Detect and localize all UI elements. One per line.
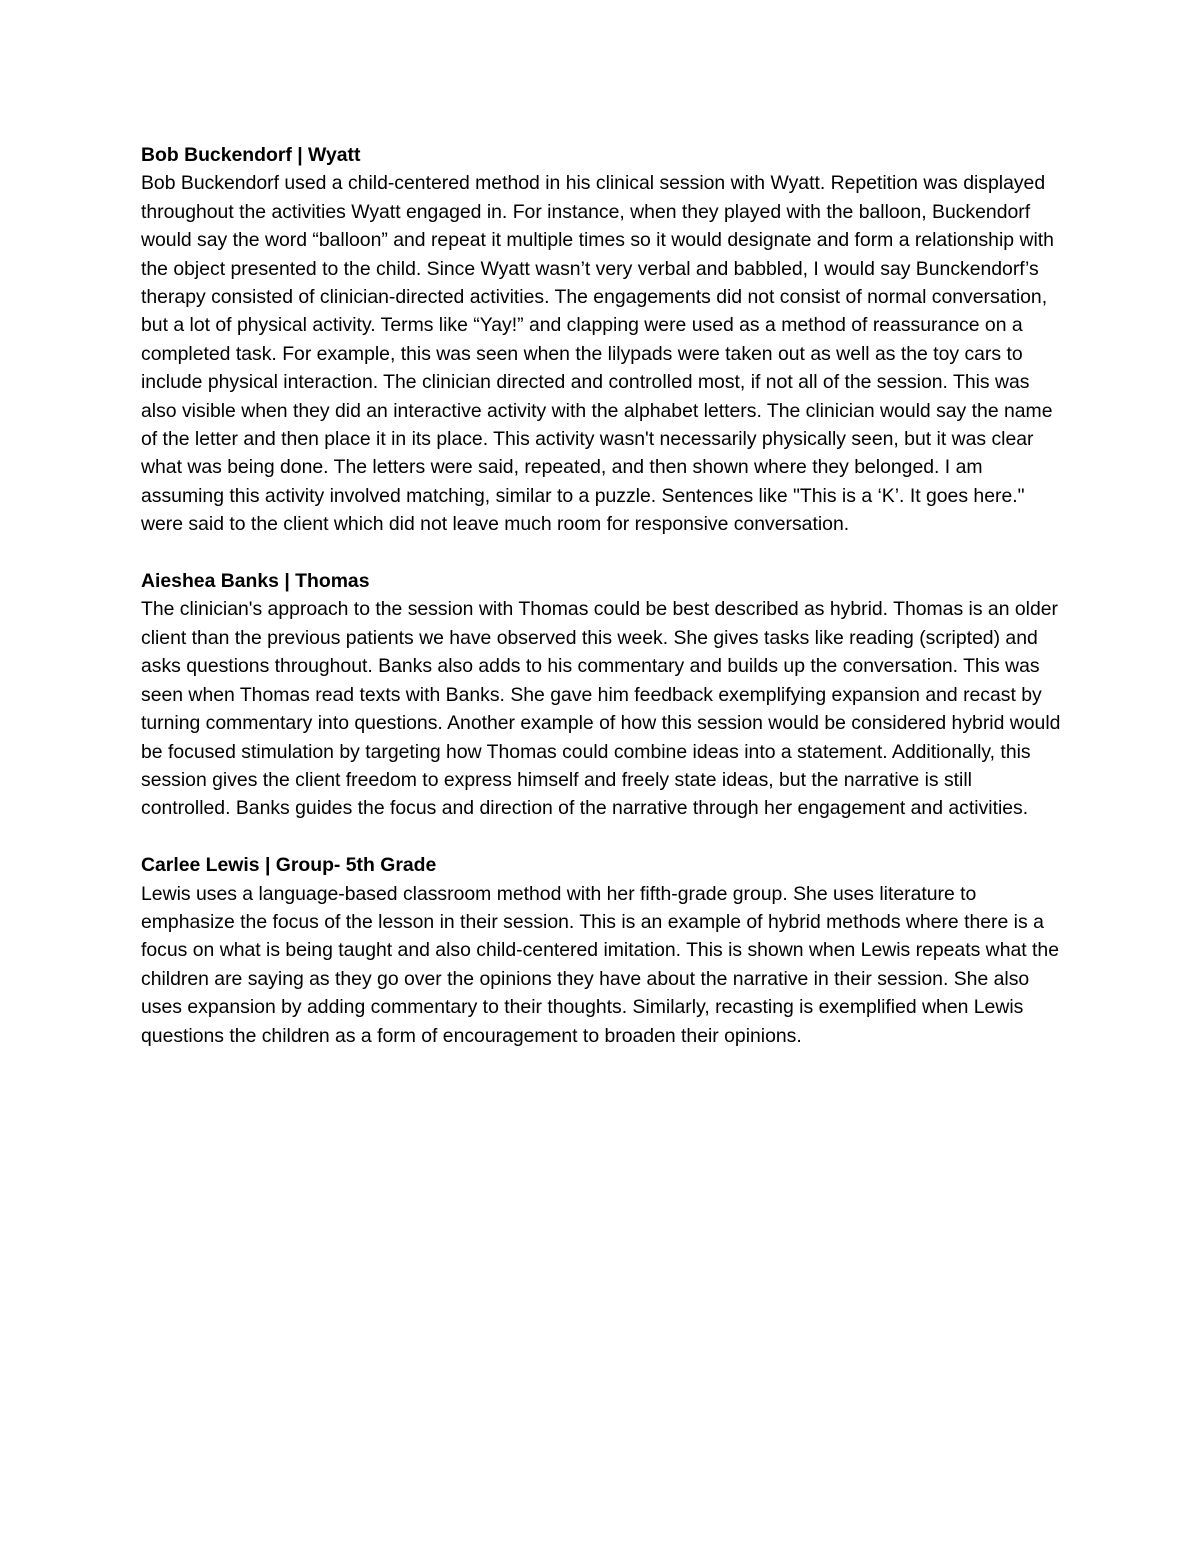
section-body: Bob Buckendorf used a child-centered method in his clinical session with Wyatt. Repetition was displayed throughout the activities Wyatt engaged in. For instance, when they played with the balloon, Buckendorf would say the word “balloon” and repeat it multiple times so it would designate and form a relationship with the object presented to the child. Since Wyatt wasn’t very verbal and babbled, I would say Bunckendorf’s therapy consisted of clinician-directed activities. The engagements did not consist of normal conversation, but a lot of physical activity. Terms like “Yay!” and clapping were used as a method of reassurance on a completed task. For example, this was seen when the lilypads were taken out as well as the toy cars to include physical interaction. The clinician directed and controlled most, if not all of the session. This was also visible when they did an interactive activity with the alphabet letters. The clinician would say the name of the letter and then place it in its place. This activity wasn't necessarily physically seen, but it was clear what was being done. The letters were said, repeated, and then shown where they belonged. I am assuming this activity involved matching, similar to a puzzle. Sentences like "This is a ‘K’. It goes here." were said to the client which did not leave much room for responsive conversation.	[141, 172, 1054, 536]
section-body: Lewis uses a language-based classroom method with her fifth-grade group. She uses literature to emphasize the focus of the lesson in their session. This is an example of hybrid methods where there is a focus on what is being taught and also child-centered imitation. This is shown when Lewis repeats what the children are saying as they go over the opinions they have about the narrative in their session. She also uses expansion by adding commentary to their thoughts. Similarly, recasting is exemplified when Lewis questions the children as a form of encouragement to broaden their opinions.	[141, 882, 1059, 1047]
section-heading: Bob Buckendorf | Wyatt	[141, 144, 361, 166]
section-buckendorf	[141, 141, 1066, 539]
section-heading: Carlee Lewis | Group- 5th Grade	[141, 854, 437, 877]
section-heading: Aieshea Banks | Thomas	[141, 570, 370, 593]
section-banks	[141, 567, 1066, 823]
section-lewis	[141, 851, 1066, 1050]
section-body: The clinician's approach to the session with Thomas could be best described as hybrid. Thomas is an older client than the previous patients we have observed this week. She gives tasks like reading (scripted) and asks questions throughout. Banks also adds to his commentary and builds up the conversation. This was seen when Thomas read texts with Banks. She gave him feedback exemplifying expansion and recast by turning commentary into questions. Another example of how this session would be considered hybrid would be focused stimulation by targeting how Thomas could combine ideas into a statement. Additionally, this session gives the client freedom to express himself and freely state ideas, but the narrative is still controlled. Banks guides the focus and direction of the narrative through her engagement and activities.	[141, 598, 1061, 820]
document-page	[141, 141, 1066, 1078]
